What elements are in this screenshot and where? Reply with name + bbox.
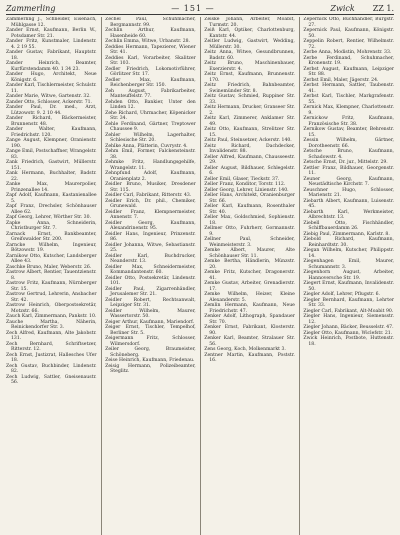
directory-entry: Zernickow Fritz, Kaufmann, Französische Str. 38. bbox=[303, 116, 394, 127]
directory-entry: Zeidler Georg, Kaufmann, Alexandrinenstr. 95. bbox=[105, 220, 196, 231]
directory-entry: Zerbst Emil, Maler, Jägerstr. 24. bbox=[303, 77, 379, 83]
directory-entry: Zemke Bertha, Händlerin, Münzstr. 20. bbox=[204, 259, 295, 270]
directory-entry: Zammerling J., Schneider, Eisenach, Mühlgasse 12. bbox=[6, 17, 97, 28]
directory-entry: Zander Richard, Bäckermeister, Brunnenstr. 48. bbox=[6, 116, 97, 127]
directory-entry: Zetsche Bruno, Kaufmann, Schadowstr. 4. bbox=[303, 149, 394, 160]
directory-entry: Zenker Adolf, Lithograph, Spandauer Str. 70. bbox=[204, 314, 295, 325]
directory-entry: Zettler Franz, Bildhauer, Georgenstr. 11. bbox=[303, 165, 394, 176]
directory-entry: Zeiler Georg, Braumeister, Schöneberg. bbox=[105, 347, 196, 358]
directory-entry: Zeigermann Fritz, Schlosser, Wilmersdorf. bbox=[105, 336, 196, 347]
directory-entry: Zehm Emil, Former, Falckensteinstr. 38. bbox=[105, 149, 196, 160]
directory-entry: Zeidler Bruno, Musiker, Dresdener Str. 115. bbox=[105, 182, 196, 193]
directory-entry: Ziegenhorn August, Arbeiter, Hannoversche Str. 19. bbox=[303, 270, 394, 281]
directory-entry: Zeidler Otto, Postsekretär, Lindenstr. 101. bbox=[105, 275, 196, 286]
directory-entry: Zeidler Max, Schneidermeister, Kommandantenstr. 60. bbox=[105, 264, 196, 275]
directory-entry: Zellmer Otto, Fuhrherr, Gormannstr. 9. bbox=[204, 226, 295, 237]
header-right-word: Zwick bbox=[330, 4, 355, 13]
directory-entry: Zenker Ernst, Fabrikant, Klosterstr. 90. bbox=[204, 325, 295, 336]
directory-entry: Ziebig Paul, Zimmermann, Karlstr. 8. bbox=[303, 231, 390, 237]
directory-entry: Zeller Emil, Glaser, Tieckstr. 37. bbox=[204, 176, 280, 182]
directory-entry: Zeitz Anna, Witwe, Gesundbrunnen, Badstr. 60. bbox=[204, 50, 295, 61]
directory-entry: Zeisig Hermann, Polizeibeamter, Steglitz. bbox=[105, 363, 196, 374]
directory-entry: Zentner Martin, Kaufmann, Poststr. 16. bbox=[204, 352, 295, 363]
directory-entry: Zehnpfund Adolf, Kaufmann, Oranienplatz 2. bbox=[105, 171, 196, 182]
directory-entry: Zeidler Paul, Zigarrenhändler, Jerusalemer Str. 21. bbox=[105, 286, 196, 297]
directory-entry: Zeiß Karl, Optiker, Charlottenburg, Kantstr. 44. bbox=[204, 28, 295, 39]
directory-entry: Ziegan Wilhelm, Kutscher, Philippstr. 14. bbox=[303, 248, 394, 259]
directory-entry: Zeidler Hans, Ingenieur, Prinzenstr. 86. bbox=[105, 231, 196, 242]
directory-entry: Zehler Wilhelm, Lagerhalter, Schlesische Str. 20. bbox=[105, 132, 196, 143]
directory-entry: Zepernick Otto, Buchhändler, Burgstr. 27. bbox=[303, 17, 394, 28]
directory-entry: Zehe Richard, Uhrmacher, Köpenicker Str. 34. bbox=[105, 110, 196, 121]
directory-entry: Ziebell Otto, Fischhändler, Schiffbauerdamm 26. bbox=[303, 220, 394, 231]
directory-entry: Zech Ludwig, Sattler, Gneisenaustr. 56. bbox=[6, 374, 97, 385]
header-right-group bbox=[330, 4, 394, 14]
page-number: — 151 — bbox=[171, 4, 215, 13]
directory-entry: Zank Hermann, Buchhalter, Badstr. 22. bbox=[6, 171, 97, 182]
directory-entry: Zehmke Fritz, Handlungsgehilfe, Wrangelstr. 11. bbox=[105, 160, 196, 171]
directory-entry: Ziegler Carl, Fabrikant, Alt-Moabit 90. bbox=[303, 308, 394, 314]
directory-entry: Zehlke Anna, Plätterin, Cuvrystr. 4. bbox=[105, 143, 188, 149]
directory-entry: Zeller Karl, Kaufmann, Rosenthaler Str. 40. bbox=[204, 204, 295, 215]
directory-entry: Zeise Heinrich, Kaufmann, Friedenau. bbox=[105, 358, 195, 363]
column-divider bbox=[200, 17, 201, 535]
directory-entry: Zander Marie, Witwe, Gartenstr. 32. bbox=[6, 94, 91, 99]
directory-entry: Zarnikow Otto, Kutscher, Landsberger Allee 43. bbox=[6, 253, 97, 264]
directory-entry: Zeller Alfred, Kaufmann, Chausseestr. 29. bbox=[204, 154, 295, 165]
directory-entry: Zapf Georg, Lehrer, Wörther Str. 30. bbox=[6, 215, 91, 220]
directory-entry: Zander Karl, Tischlermeister, Schulstr. 11. bbox=[6, 83, 97, 94]
directory-entry: Zauch Karl, Zimmermann, Pankstr. 10. bbox=[6, 314, 97, 319]
directory-entry: Zander Ernst, Kaufmann, Berlin W., Potsdamer Str. 21. bbox=[6, 28, 97, 39]
directory-entry: Zechlin Arthur, Kaufmann, Hasenheide 60. bbox=[105, 28, 196, 39]
directory-entry: Zanke Max, Maurerpolier, Prinzenallee 14. bbox=[6, 182, 97, 193]
directory-entry: Zeitler Ludwig, Gastwirt, Wedding, Müllerstr. 30. bbox=[204, 39, 295, 50]
directory-entry: Zange August, Klempner, Oranienstr. 190. bbox=[6, 138, 97, 149]
directory-entry: Zedler Friedrich, Lokomotivführer, Görlitzer Str. 17. bbox=[105, 66, 196, 77]
directory-entry: Zemke Wilhelm, Heizer, Kleine Alexanderstr. 5. bbox=[204, 292, 295, 303]
directory-entry: Ziegler Adolf, Lehrer, Pflugstr. 6. bbox=[303, 292, 380, 297]
directory-entry: Zauche Martha, Näherin, Reinickendorfer Str. 3. bbox=[6, 319, 97, 330]
directory-entry: Ziegler Otto, Kaufmann, Wiclefstr. 21. bbox=[303, 330, 393, 336]
directory-entry: Zapf Franz, Drechsler, Schönhauser Allee 62. bbox=[6, 204, 97, 215]
directory-entry: Zeidler Erich, Dr. phil., Chemiker, Grunewald. bbox=[105, 198, 196, 209]
column-divider bbox=[299, 17, 300, 535]
directory-entry: Zwick Heinrich, Postbote, Huttenstr. 18. bbox=[303, 336, 394, 347]
directory-entry: Zastrow Heinrich, Oberpostsekretär, Motzstr. 66. bbox=[6, 303, 97, 314]
directory-entry: Zeidler Karl, Buchdrucker, Neanderstr. 13. bbox=[105, 253, 196, 264]
directory-entry: Zaschke Bruno, Maler, Weberstr. 26. bbox=[6, 264, 92, 270]
directory-entry: Zemke Gustav, Arbeiter, Grenadierstr. 17. bbox=[204, 281, 295, 292]
directory-entry: Zeitz Friedrich, Bahnbeamter, Swinemünder Str. 8. bbox=[204, 83, 295, 94]
header-right-code: ZZ 1. bbox=[372, 4, 394, 13]
directory-entry: Zastrow Fritz, Kaufmann, Nürnberger Str. 15. bbox=[6, 281, 97, 292]
directory-entry: Zeitz Paul, Steinsetzer, Ackerstr. 140. bbox=[204, 138, 292, 143]
directory-entry: Zeitz Richard, Dachdecker, Invalidenstr. 88. bbox=[204, 143, 295, 154]
directory-entry: Ziegert Ernst, Kaufmann, Invalidenstr. 50. bbox=[303, 281, 394, 292]
directory-entry: Zastrow Gertrud, Lehrerin, Ansbacher Str. 42. bbox=[6, 292, 97, 303]
column-3 bbox=[204, 17, 295, 535]
directory-entry: Ziebold Richard, Kaufmann, Reinhardtstr. 30. bbox=[303, 237, 394, 248]
directory-entry: Zepernick Paul, Kaufmann, Königstr. 50. bbox=[303, 28, 394, 39]
directory-entry: Zechel Paul, Schuhmacher, Bergmannstr. 99. bbox=[105, 17, 196, 28]
directory-entry: Zeidler Robert, Rechtsanwalt, Leipziger Str. 31. bbox=[105, 297, 196, 308]
directory-entry: Zetsche Ernst, Dr. jur., Mittelstr. 29. bbox=[303, 160, 388, 165]
header-left-word: Zammerling bbox=[6, 4, 56, 13]
directory-entry: Zens Georg, Koch, Molkenmarkt 3. bbox=[204, 347, 286, 352]
directory-entry: Zellner Paul, Schneider, Weinmeisterstr. 3. bbox=[204, 237, 295, 248]
directory-entry: Zander Heinrich, Beamter, Kurfürstendamm 40. 1 34 23. bbox=[6, 61, 97, 72]
directory-entry: Zech Bernhard, Schriftsetzer, Ritterstr. 12. bbox=[6, 341, 97, 352]
directory-entry: Zerbst Karl, Tischler, Markgrafenstr. 55. bbox=[303, 94, 394, 105]
directory-entry: Zemke Fritz, Kutscher, Dragonerstr. 41. bbox=[204, 270, 295, 281]
directory-entry: Zeiske Johann, Arbeiter, Moabit, Turmstr. 20. bbox=[204, 17, 295, 28]
directory-entry: Ziebarth Albert, Kaufmann, Luisenstr. 45. bbox=[303, 198, 394, 209]
directory-entry: Zander Gustav, Fabrikant, Hauptstr. 18. bbox=[6, 50, 97, 61]
directory-entry: Zeidler Carl, Fabrikant, Ritterstr. 43. bbox=[105, 193, 192, 198]
directory-entry: Zerbst August, Kaufmann, Leipziger Str. 88. bbox=[303, 66, 394, 77]
directory-entry: Zeidler Johanna, Witwe, Sebastianstr. 25. bbox=[105, 242, 196, 253]
directory-entry: Zarncke Wilhelm, Ingenieur, Bötzowstr. 19. bbox=[6, 242, 97, 253]
directory-entry: Zech Ernst, Justizrat, Hallesches Ufer 18. bbox=[6, 352, 97, 363]
directory-entry: Zander Paul, Dr. med., Arzt, Lützowstr. 9. 2 10 44. bbox=[6, 105, 97, 116]
directory-entry: Zeitz Ernst, Kaufmann, Brunnenstr. 170. bbox=[204, 72, 295, 83]
directory-entry: Zander Walter, Kaufmann, Friedrichstr. 120. bbox=[6, 127, 97, 138]
directory-entry: Zeppelin Robert, Rentier, Wilhelmstr. 72. bbox=[303, 39, 394, 50]
directory-entry: Zehle Ferdinand, Gärtner, Treptower Chaussee 9. bbox=[105, 121, 196, 132]
directory-entry: Zeller Max, Goldschmied, Sophienstr. 18. bbox=[204, 215, 295, 226]
directory-entry: Zeller Georg, Lehrer, Linienstr. 140. bbox=[204, 187, 289, 193]
directory-entry: Zeuner Georg, Kaufmann, Neustädtische Kirchstr. 7. bbox=[303, 176, 394, 187]
directory-entry: Zastrow Albert, Rentier, Tauentzienstr. 8. bbox=[6, 270, 97, 281]
directory-entry: Zeuschner Hugo, Schlosser, Marienstr. 21. bbox=[303, 187, 394, 198]
directory-entry: Zeddies Hermann, Tapezierer, Wiener Str. 41. bbox=[105, 44, 196, 55]
directory-entry: Zechlin Emma, Witwe, Urbanstr. 28. bbox=[105, 39, 191, 44]
column-4 bbox=[303, 17, 394, 535]
directory-entry: Zeidler Franz, Klempnermeister, Annenstr. 7. bbox=[105, 209, 196, 220]
directory-entry: Zeitz Karl, Zimmerer, Anklamer Str. 49. bbox=[204, 116, 295, 127]
directory-entry: Zapf Adolf, Kaufmann, Kastanienallee 5. bbox=[6, 193, 97, 204]
directory-entry: Zeitz Otto, Kaufmann, Strelitzer Str. 15. bbox=[204, 127, 295, 138]
directory-entry: Ziebarth Karl, Werkmeister, Albrechtstr. 13. bbox=[303, 209, 394, 220]
directory-entry: Zeiger Ernst, Tischler, Tempelhof, Berliner Str. 5. bbox=[105, 325, 196, 336]
column-2 bbox=[105, 17, 196, 535]
directory-entry: Zeller August, Bildhauer, Schlegelstr. 6. bbox=[204, 165, 295, 176]
directory-entry: Zarnack Ernst, Bankbeamter, Greifswalder Str. 200. bbox=[6, 231, 97, 242]
directory-entry: Zeller Franz, Konditor, Torstr. 112. bbox=[204, 182, 286, 187]
directory-entry: Zessin Wilhelm, Gärtner, Dorotheenstr. 66. bbox=[303, 138, 394, 149]
directory-entry: Zange Emil, Postschaffner, Wrangelstr. 83. bbox=[6, 149, 97, 160]
directory-entry: Zemke Albert, Maurer, Alte Schönhauser Str. 11. bbox=[204, 248, 295, 259]
directory-entry: Zander Hugo, Architekt, Neue Königstr. 6. bbox=[6, 72, 97, 83]
entry-columns bbox=[6, 17, 394, 535]
directory-entry: Zemlin Hermann, Kaufmann, Neue Friedrichstr. 47. bbox=[204, 303, 295, 314]
directory-entry: Zeitz Gustav, Schmied, Ruppiner Str. 33. bbox=[204, 94, 295, 105]
directory-entry: Zedler Max, Kaufmann, Reichenberger Str. 150. bbox=[105, 77, 196, 88]
directory-entry: Zernikow Gustav, Beamter, Behrenstr. 15. bbox=[303, 127, 394, 138]
column-divider bbox=[101, 17, 102, 535]
directory-entry: Zander Otto, Schlosser, Ackerstr. 71. bbox=[6, 99, 93, 105]
directory-entry: Zeller Hans, Architekt, Oranienburger Str. 66. bbox=[204, 193, 295, 204]
directory-entry: Ziegler Johann, Bäcker, Beusselstr. 47. bbox=[303, 325, 394, 330]
directory-entry: Zerbst Hermann, Sattler, Taubenstr. 41. bbox=[303, 83, 394, 94]
directory-entry: Zapke Anna, Schneiderin, Christburger Str. 7. bbox=[6, 220, 97, 231]
directory-entry: Ziegler Hans, Ingenieur, Siemensstr. 12. bbox=[303, 314, 394, 325]
directory-entry: Zeh August, Fabrikarbeiter, Manteuffelstr. 77. bbox=[105, 88, 196, 99]
directory-entry: Ziegenhagen Emil, Maurer, Schumannstr. 3. bbox=[303, 259, 394, 270]
directory-entry: Zech Gustav, Buchbinder, Lindenstr. 82. bbox=[6, 363, 97, 374]
directory-entry: Zeidler Wilhelm, Maurer, Wassertorstr. 50. bbox=[105, 308, 196, 319]
directory-entry: Ziegler Bernhard, Kaufmann, Lehrter Str. 33. bbox=[303, 297, 394, 308]
directory-entry: Zehden Otto, Bankier, Unter den Linden 12. bbox=[105, 99, 196, 110]
directory-entry: Zeiger Arthur, Kaufmann, Mariendorf. bbox=[105, 319, 195, 325]
directory-entry: Zernick Max, Klempner, Charlottenstr. 9. bbox=[303, 105, 394, 116]
directory-entry: Zander Fritz, Kunstmaler, Lindenstr. 4. 2 19 55. bbox=[6, 39, 97, 50]
directory-entry: Zech Alfred, Kaufmann, Alte Jakobstr. 131. bbox=[6, 330, 97, 341]
directory-entry: Zank Friedrich, Gastwirt, Müllerstr. 151. bbox=[6, 160, 97, 171]
page-header bbox=[6, 4, 394, 15]
directory-entry: Zeitz Bruno, Maschinenbauer, Exerzierstr. 4. bbox=[204, 61, 295, 72]
directory-entry: Zeitz Hermann, Drucker, Granseer Str. 2. bbox=[204, 105, 295, 116]
directory-entry: Zerbe Anna, Modistin, Mohrenstr. 33. bbox=[303, 50, 392, 55]
directory-entry: Zerbe Ferdinand, Schuhmacher, Kronenstr. 19. bbox=[303, 55, 394, 66]
directory-entry: Zeddies Karl, Vorarbeiter, Skalitzer Str. 103. bbox=[105, 55, 196, 66]
column-1 bbox=[6, 17, 97, 535]
directory-entry: Zenker Karl, Beamter, Stralauer Str. 56. bbox=[204, 336, 295, 347]
